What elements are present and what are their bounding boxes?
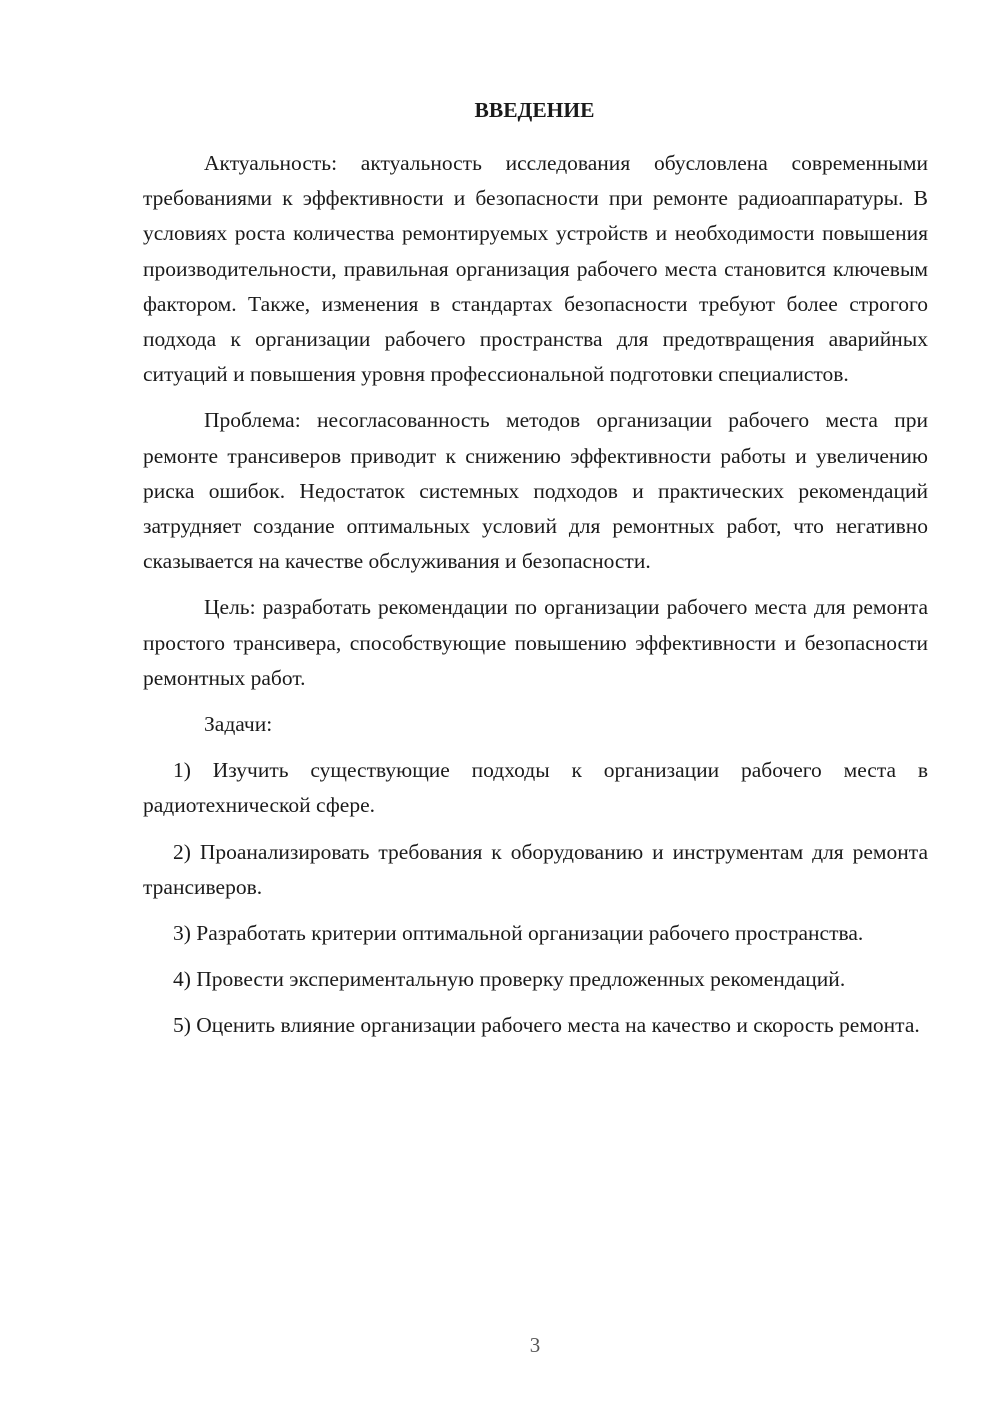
section-title: ВВЕДЕНИЕ: [474, 98, 595, 122]
paragraph-problem: Проблема: несогласованность методов организации рабочего места при ремонте трансиверов приводит к снижению эффективности работы и увеличению риска ошибок. Недостаток системных подходов и практических рекомендаций затрудняет создание оптимальных условий для ремонтных работ, что негативно сказывается на качестве обслуживания и безопасности.: [143, 408, 928, 574]
task-item-3: 3) Разработать критерии оптимальной организации рабочего пространства.: [173, 921, 864, 946]
page-content: [143, 96, 928, 1044]
tasks-label: Задачи:: [204, 712, 273, 737]
task-item-5: 5) Оценить влияние организации рабочего места на качество и скорость ремонта.: [173, 1013, 920, 1038]
tasks-list: [143, 753, 928, 1043]
task-item-1: 1) Изучить существующие подходы к организации рабочего места в радиотехнической сфере.: [143, 758, 928, 818]
task-item-4: 4) Провести экспериментальную проверку предложенных рекомендаций.: [173, 967, 846, 992]
paragraph-relevance: Актуальность: актуальность исследования обусловлена современными требованиями к эффективности и безопасности при ремонте радиоаппаратуры. В условиях роста количества ремонтируемых устройств и необходимости повышения производительности, правильная организация рабочего места становится ключевым фактором. Также, изменения в стандартах безопасности требуют более строгого подхода к организации рабочего пространства для предотвращения аварийных ситуаций и повышения уровня профессиональной подготовки специалистов.: [143, 151, 928, 387]
task-item-2: 2) Проанализировать требования к оборудованию и инструментам для ремонта трансиверов.: [143, 839, 928, 899]
paragraph-goal: Цель: разработать рекомендации по организации рабочего места для ремонта простого трансивера, способствующие повышению эффективности и безопасности ремонтных работ.: [143, 595, 928, 690]
page-number: 3: [529, 1333, 541, 1357]
